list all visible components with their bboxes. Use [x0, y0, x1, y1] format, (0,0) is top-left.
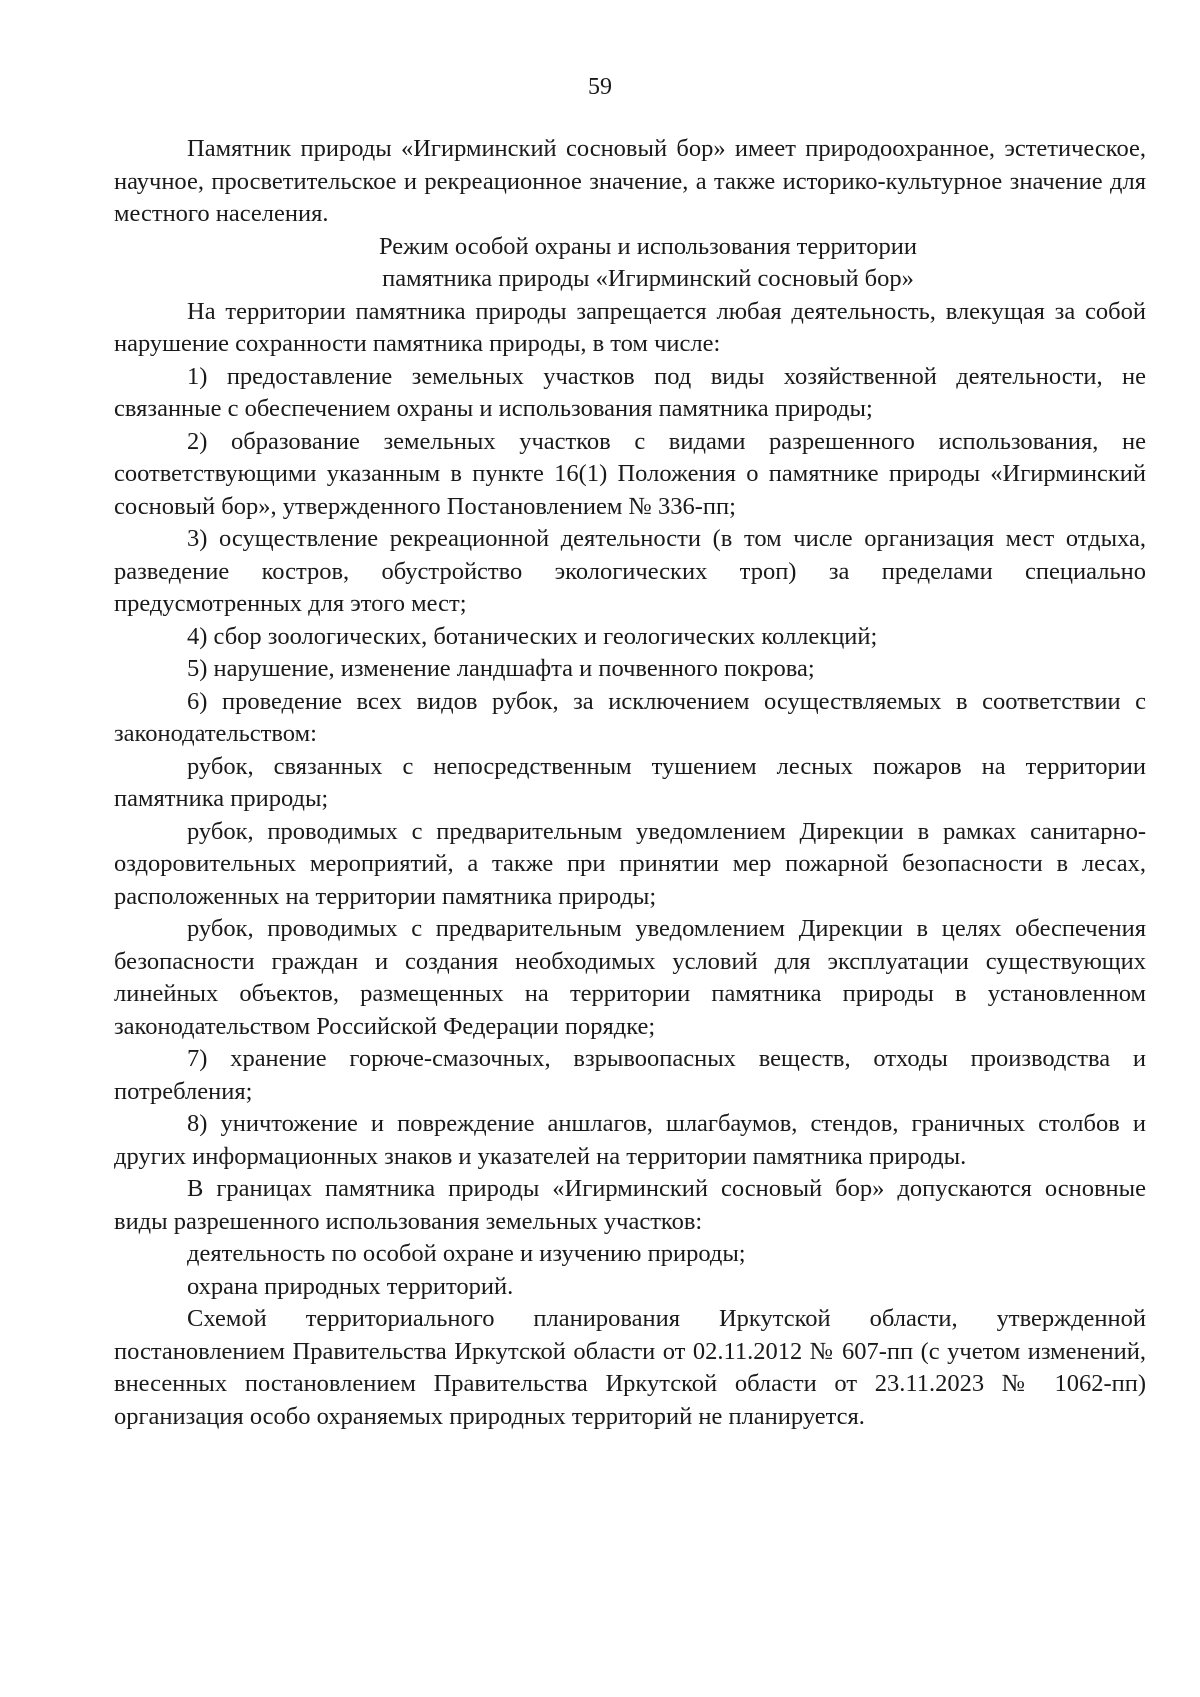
paragraph-intro: Памятник природы «Игирминский сосновый бор» имеет природоохранное, эстетическое, научное, просветительское и рекреационное значение, а также историко-культурное значение для местного населения.: [114, 135, 1146, 227]
permitted-use-2: охрана природных территорий.: [187, 1272, 514, 1300]
list-subitem-sanitary: рубок, проводимых с предварительным уведомлением Дирекции в рамках санитарно-оздоровительных мероприятий, а также при принятии мер пожарной безопасности в лесах, расположенных на территории памятника природы;: [114, 817, 1146, 910]
section-heading-line-1: Режим особой охраны и использования территории: [379, 232, 917, 260]
page-number: 59: [588, 74, 612, 100]
list-item-8: 8) уничтожение и повреждение аншлагов, шлагбаумов, стендов, граничных столбов и других информационных знаков и указателей на территории памятника природы.: [114, 1110, 1146, 1170]
paragraph-territorial-planning: Схемой территориального планирования Иркутской области, утвержденной постановлением Правительства Иркутской области от 02.11.2012 № 607-пп (с учетом изменений, внесенных постановлением Правительства Иркутской области от 23.11.2023 № 1062-пп) организация особо охраняемых природных территорий не планируется.: [114, 1305, 1146, 1430]
list-item-3: 3) осуществление рекреационной деятельности (в том числе организация мест отдыха, разведение костров, обустройство экологических троп) за пределами специально предусмотренных для этого мест;: [114, 525, 1146, 617]
list-item-5: 5) нарушение, изменение ландшафта и почвенного покрова;: [187, 655, 815, 682]
document-body: [114, 133, 1146, 1433]
list-item-2: 2) образование земельных участков с видами разрешенного использования, не соответствующими указанным в пункте 16(1) Положения о памятнике природы «Игирминский сосновый бор», утвержденного Постановлением № 336-пп;: [114, 427, 1146, 520]
section-heading-line-2: памятника природы «Игирминский сосновый бор»: [382, 265, 914, 292]
list-subitem-linear-objects: рубок, проводимых с предварительным уведомлением Дирекции в целях обеспечения безопасности граждан и создания необходимых условий для эксплуатации существующих линейных объектов, размещенных на территории памятника природы в установленном законодательством Российской Федерации порядке;: [114, 915, 1146, 1040]
paragraph-permitted-uses: В границах памятника природы «Игирминский сосновый бор» допускаются основные виды разрешенного использования земельных участков:: [114, 1175, 1146, 1235]
list-item-1: 1) предоставление земельных участков под виды хозяйственной деятельности, не связанные с обеспечением охраны и использования памятника природы;: [114, 362, 1146, 422]
list-item-4: 4) сбор зоологических, ботанических и геологических коллекций;: [187, 622, 878, 650]
paragraph-prohibition-intro: На территории памятника природы запрещается любая деятельность, влекущая за собой нарушение сохранности памятника природы, в том числе:: [114, 297, 1146, 357]
list-subitem-fire-suppression: рубок, связанных с непосредственным тушением лесных пожаров на территории памятника природы;: [114, 752, 1146, 812]
list-item-7: 7) хранение горюче-смазочных, взрывоопасных веществ, отходы производства и потребления;: [114, 1045, 1146, 1105]
permitted-use-1: деятельность по особой охране и изучению природы;: [187, 1240, 746, 1267]
list-item-6: 6) проведение всех видов рубок, за исключением осуществляемых в соответствии с законодательством:: [114, 687, 1146, 747]
